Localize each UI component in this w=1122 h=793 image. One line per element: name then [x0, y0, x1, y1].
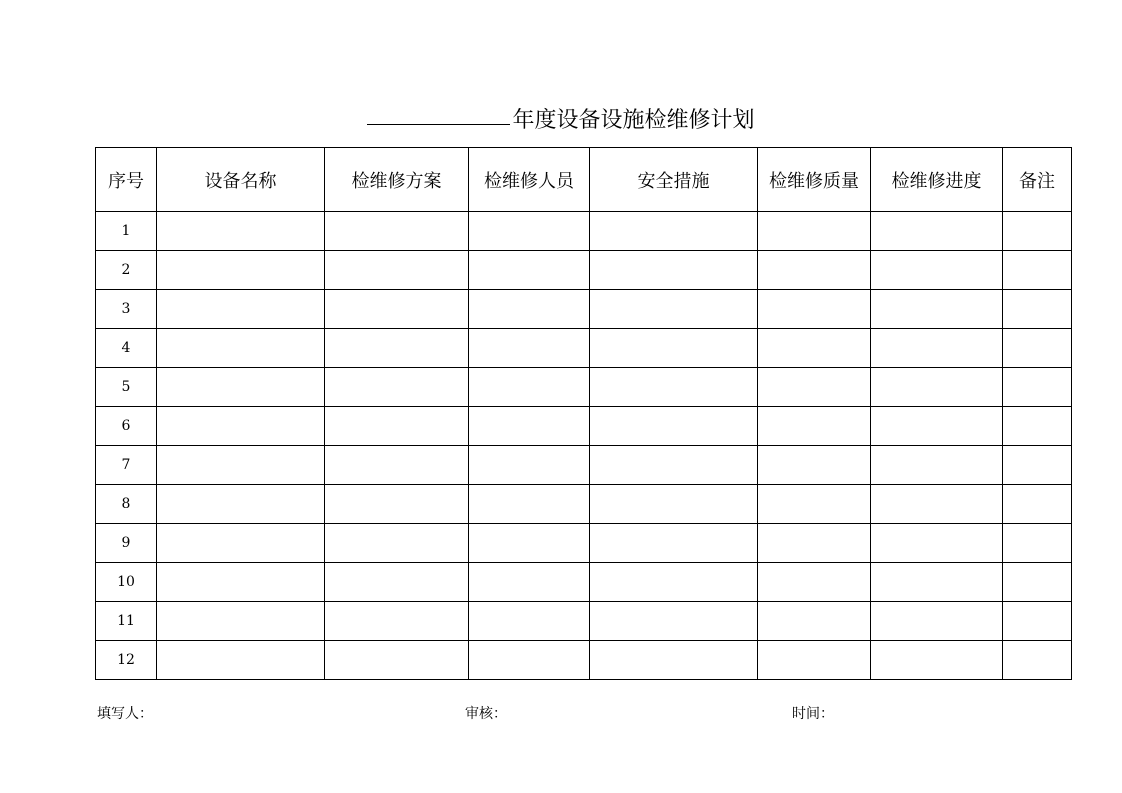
equipment-name-cell[interactable]	[157, 563, 325, 602]
remarks-cell[interactable]	[1003, 524, 1072, 563]
maintenance-progress-cell[interactable]	[871, 212, 1003, 251]
index-cell: 2	[96, 251, 157, 290]
table-row	[96, 212, 1072, 251]
safety-measures-cell[interactable]	[590, 251, 758, 290]
table-row	[96, 290, 1072, 329]
remarks-cell[interactable]	[1003, 641, 1072, 680]
maintenance-scheme-cell[interactable]	[325, 212, 469, 251]
table-row	[96, 368, 1072, 407]
remarks-cell[interactable]	[1003, 602, 1072, 641]
equipment-name-cell[interactable]	[157, 524, 325, 563]
remarks-cell[interactable]	[1003, 329, 1072, 368]
maintenance-quality-cell[interactable]	[758, 251, 871, 290]
maintenance-progress-cell[interactable]	[871, 524, 1003, 563]
index-cell: 9	[96, 524, 157, 563]
header-index: 序号	[96, 148, 157, 212]
header-row	[96, 148, 1072, 212]
maintenance-progress-cell[interactable]	[871, 407, 1003, 446]
maintenance-progress-cell[interactable]	[871, 290, 1003, 329]
maintenance-scheme-cell[interactable]	[325, 602, 469, 641]
maintenance-personnel-cell[interactable]	[469, 407, 590, 446]
remarks-cell[interactable]	[1003, 290, 1072, 329]
equipment-name-cell[interactable]	[157, 641, 325, 680]
title-text: 年度设备设施检维修计划	[512, 108, 755, 133]
maintenance-scheme-cell[interactable]	[325, 641, 469, 680]
maintenance-quality-cell[interactable]	[758, 641, 871, 680]
index-cell: 8	[96, 485, 157, 524]
maintenance-progress-cell[interactable]	[871, 641, 1003, 680]
equipment-name-cell[interactable]	[157, 485, 325, 524]
maintenance-personnel-cell[interactable]	[469, 563, 590, 602]
maintenance-personnel-cell[interactable]	[469, 485, 590, 524]
index-cell: 1	[96, 212, 157, 251]
equipment-name-cell[interactable]	[157, 212, 325, 251]
maintenance-scheme-cell[interactable]	[325, 329, 469, 368]
maintenance-quality-cell[interactable]	[758, 290, 871, 329]
remarks-cell[interactable]	[1003, 212, 1072, 251]
maintenance-scheme-cell[interactable]	[325, 407, 469, 446]
maintenance-plan-table	[95, 147, 1072, 680]
time-label: 时间：	[792, 706, 834, 722]
safety-measures-cell[interactable]	[590, 446, 758, 485]
maintenance-quality-cell[interactable]	[758, 563, 871, 602]
maintenance-progress-cell[interactable]	[871, 368, 1003, 407]
maintenance-personnel-cell[interactable]	[469, 368, 590, 407]
header-maintenance-personnel: 检维修人员	[469, 148, 590, 212]
safety-measures-cell[interactable]	[590, 524, 758, 563]
document-title	[0, 100, 1122, 137]
table-row	[96, 524, 1072, 563]
maintenance-scheme-cell[interactable]	[325, 485, 469, 524]
maintenance-personnel-cell[interactable]	[469, 524, 590, 563]
maintenance-personnel-cell[interactable]	[469, 602, 590, 641]
maintenance-quality-cell[interactable]	[758, 485, 871, 524]
header-maintenance-progress: 检维修进度	[871, 148, 1003, 212]
table-row	[96, 251, 1072, 290]
maintenance-progress-cell[interactable]	[871, 251, 1003, 290]
equipment-name-cell[interactable]	[157, 368, 325, 407]
table-row	[96, 641, 1072, 680]
maintenance-progress-cell[interactable]	[871, 485, 1003, 524]
year-blank-line[interactable]	[367, 98, 510, 125]
index-cell: 6	[96, 407, 157, 446]
maintenance-scheme-cell[interactable]	[325, 290, 469, 329]
table-row	[96, 485, 1072, 524]
safety-measures-cell[interactable]	[590, 563, 758, 602]
table-row	[96, 602, 1072, 641]
maintenance-quality-cell[interactable]	[758, 368, 871, 407]
maintenance-personnel-cell[interactable]	[469, 251, 590, 290]
header-safety-measures: 安全措施	[590, 148, 758, 212]
maintenance-quality-cell[interactable]	[758, 446, 871, 485]
safety-measures-cell[interactable]	[590, 329, 758, 368]
index-cell: 11	[96, 602, 157, 641]
maintenance-quality-cell[interactable]	[758, 329, 871, 368]
maintenance-personnel-cell[interactable]	[469, 212, 590, 251]
maintenance-scheme-cell[interactable]	[325, 251, 469, 290]
index-cell: 4	[96, 329, 157, 368]
remarks-cell[interactable]	[1003, 251, 1072, 290]
equipment-name-cell[interactable]	[157, 446, 325, 485]
table-row	[96, 329, 1072, 368]
maintenance-scheme-cell[interactable]	[325, 368, 469, 407]
remarks-cell[interactable]	[1003, 485, 1072, 524]
remarks-cell[interactable]	[1003, 446, 1072, 485]
remarks-cell[interactable]	[1003, 368, 1072, 407]
safety-measures-cell[interactable]	[590, 290, 758, 329]
maintenance-personnel-cell[interactable]	[469, 290, 590, 329]
maintenance-scheme-cell[interactable]	[325, 446, 469, 485]
equipment-name-cell[interactable]	[157, 407, 325, 446]
index-cell: 10	[96, 563, 157, 602]
maintenance-quality-cell[interactable]	[758, 212, 871, 251]
maintenance-quality-cell[interactable]	[758, 407, 871, 446]
equipment-name-cell[interactable]	[157, 290, 325, 329]
safety-measures-cell[interactable]	[590, 212, 758, 251]
safety-measures-cell[interactable]	[590, 485, 758, 524]
maintenance-progress-cell[interactable]	[871, 602, 1003, 641]
maintenance-scheme-cell[interactable]	[325, 563, 469, 602]
safety-measures-cell[interactable]	[590, 407, 758, 446]
maintenance-personnel-cell[interactable]	[469, 446, 590, 485]
safety-measures-cell[interactable]	[590, 641, 758, 680]
reviewer-label: 审核：	[465, 706, 507, 722]
equipment-name-cell[interactable]	[157, 602, 325, 641]
safety-measures-cell[interactable]	[590, 368, 758, 407]
table-row	[96, 407, 1072, 446]
maintenance-progress-cell[interactable]	[871, 446, 1003, 485]
safety-measures-cell[interactable]	[590, 602, 758, 641]
maintenance-progress-cell[interactable]	[871, 329, 1003, 368]
index-cell: 7	[96, 446, 157, 485]
maintenance-personnel-cell[interactable]	[469, 329, 590, 368]
index-cell: 3	[96, 290, 157, 329]
index-cell: 12	[96, 641, 157, 680]
index-cell: 5	[96, 368, 157, 407]
maintenance-personnel-cell[interactable]	[469, 641, 590, 680]
table-row	[96, 563, 1072, 602]
table-row	[96, 446, 1072, 485]
equipment-name-cell[interactable]	[157, 251, 325, 290]
table-body	[96, 212, 1072, 680]
maintenance-quality-cell[interactable]	[758, 602, 871, 641]
header-equipment-name: 设备名称	[157, 148, 325, 212]
filler-label: 填写人：	[97, 706, 153, 722]
equipment-name-cell[interactable]	[157, 329, 325, 368]
remarks-cell[interactable]	[1003, 407, 1072, 446]
remarks-cell[interactable]	[1003, 563, 1072, 602]
maintenance-quality-cell[interactable]	[758, 524, 871, 563]
maintenance-progress-cell[interactable]	[871, 563, 1003, 602]
maintenance-scheme-cell[interactable]	[325, 524, 469, 563]
header-remarks: 备注	[1003, 148, 1072, 212]
header-maintenance-quality: 检维修质量	[758, 148, 871, 212]
header-maintenance-scheme: 检维修方案	[325, 148, 469, 212]
